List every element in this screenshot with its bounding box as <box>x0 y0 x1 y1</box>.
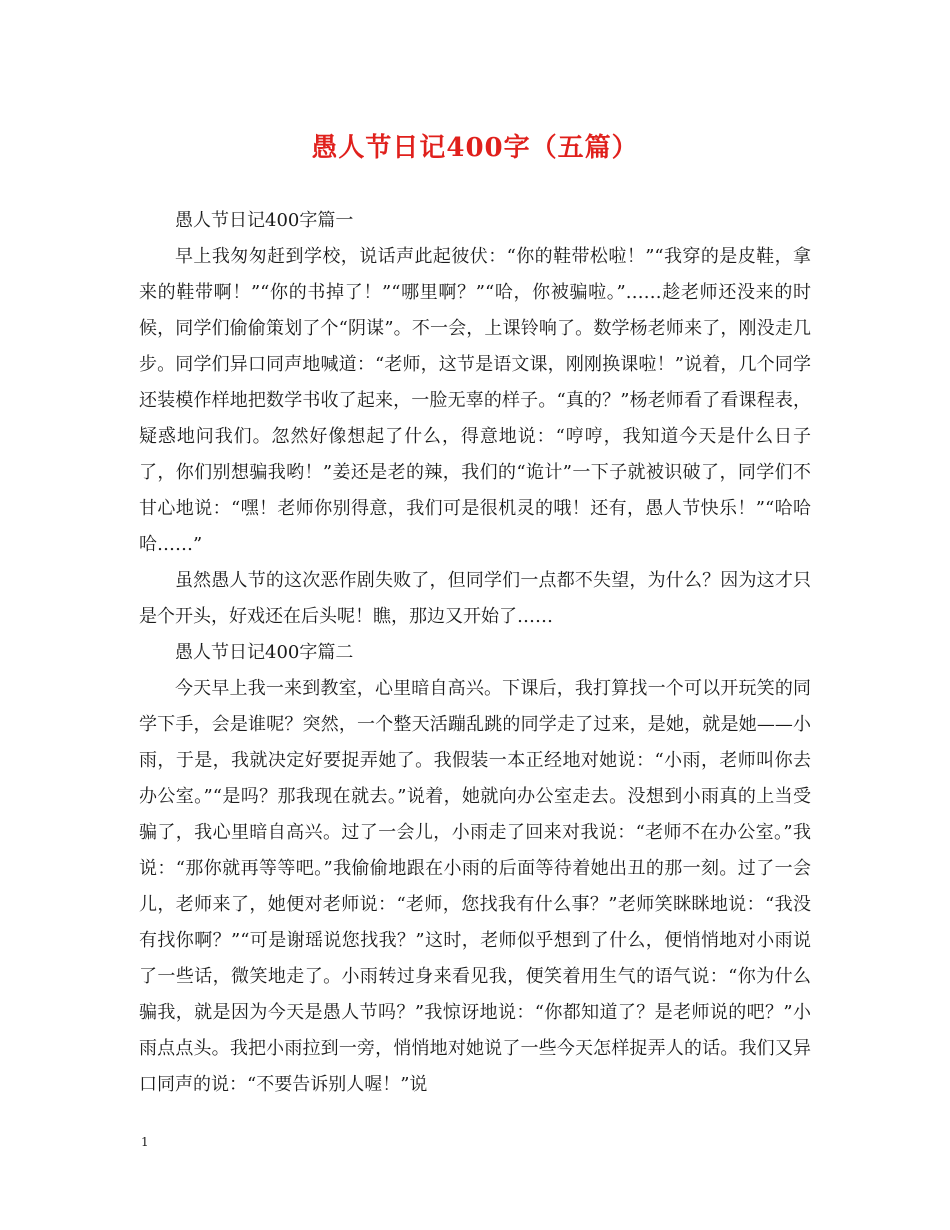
document-title: 愚人节日记400字（五篇） <box>311 133 639 163</box>
paragraph: 早上我匆匆赶到学校，说话声此起彼伏：“你的鞋带松啦！”“我穿的是皮鞋，拿来的鞋带啊！”“你的书掉了！”“哪里啊？”“哈，你被骗啦。”……趁老师还没来的时候，同学们偷偷策划了个“阴谋”。不一会，上课铃响了。数学杨老师来了，刚没走几步。同学们异口同声地喊道：“老师，这节是语文课，刚刚换课啦！”说着，几个同学还装模作样地把数学书收了起来，一脸无辜的样子。“真的？”杨老师看了看课程表，疑惑地问我们。忽然好像想起了什么，得意地说：“哼哼，我知道今天是什么日子了，你们别想骗我哟！”姜还是老的辣，我们的“诡计”一下子就被识破了，同学们不甘心地说：“嘿！老师你别得意，我们可是很机灵的哦！还有，愚人节快乐！”“哈哈哈……” <box>139 246 811 555</box>
page-number: 1 <box>141 1135 149 1149</box>
document-body <box>139 203 811 1103</box>
section-heading-2: 愚人节日记400字篇二 <box>175 642 354 663</box>
section-heading-1: 愚人节日记400字篇一 <box>175 210 354 231</box>
paragraph: 今天早上我一来到教室，心里暗自高兴。下课后，我打算找一个可以开玩笑的同学下手，会是谁呢？突然，一个整天活蹦乱跳的同学走了过来，是她，就是她——小雨，于是，我就决定好要捉弄她了。我假装一本正经地对她说：“小雨，老师叫你去办公室。”“是吗？那我现在就去。”说着，她就向办公室走去。没想到小雨真的上当受骗了，我心里暗自高兴。过了一会儿，小雨走了回来对我说：“老师不在办公室。”我说：“那你就再等等吧。”我偷偷地跟在小雨的后面等待着她出丑的那一刻。过了一会儿，老师来了，她便对老师说：“老师，您找我有什么事？”老师笑眯眯地说：“我没有找你啊？”“可是谢瑶说您找我？”这时，老师似乎想到了什么，便悄悄地对小雨说了一些话，微笑地走了。小雨转过身来看见我，便笑着用生气的语气说：“你为什么骗我，就是因为今天是愚人节吗？”我惊讶地说：“你都知道了？是老师说的吧？”小雨点点头。我把小雨拉到一旁，悄悄地对她说了一些今天怎样捉弄人的话。我们又异口同声的说：“不要告诉别人喔！”说 <box>139 678 811 1095</box>
paragraph: 虽然愚人节的这次恶作剧失败了，但同学们一点都不失望，为什么？因为这才只是个开头，好戏还在后头呢！瞧，那边又开始了…… <box>139 570 811 627</box>
